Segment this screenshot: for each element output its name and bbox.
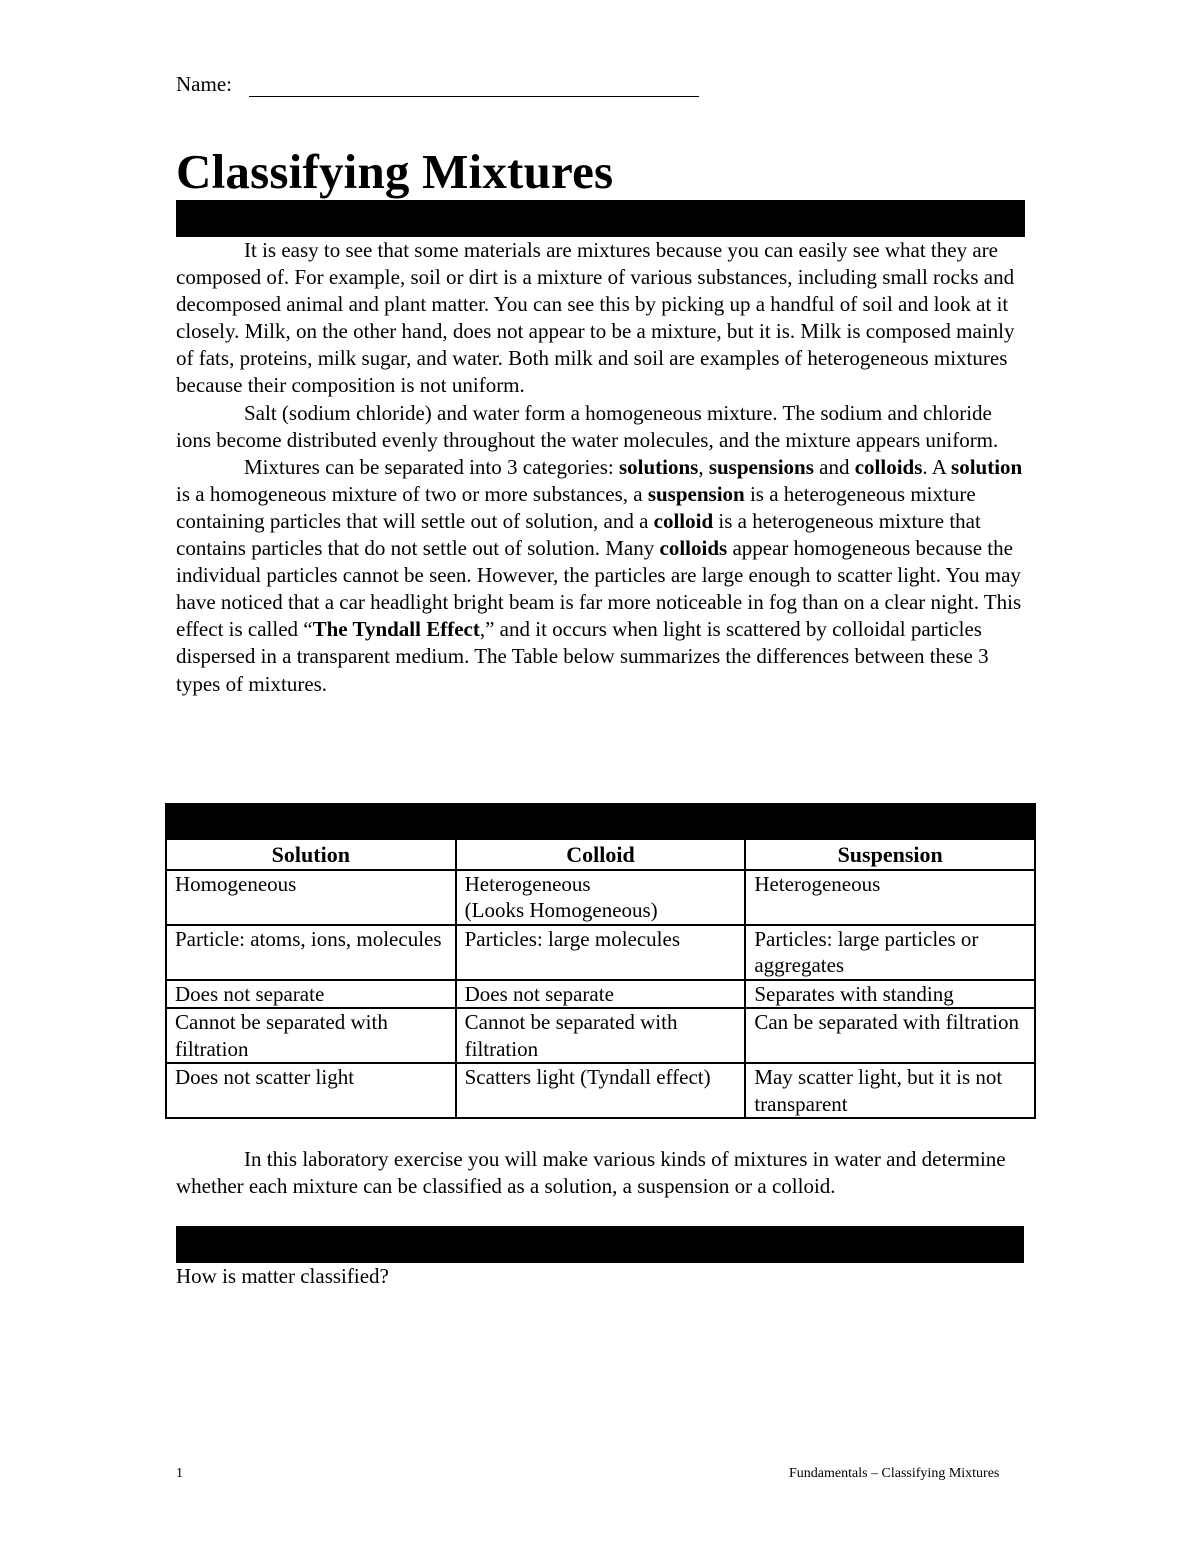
table-cell: Particles: large molecules [456, 925, 746, 980]
table-cell: Can be separated with filtration [745, 1008, 1035, 1063]
column-header: Solution [166, 839, 456, 870]
name-label: Name: [176, 72, 232, 96]
column-header: Colloid [456, 839, 746, 870]
table-cell: Scatters light (Tyndall effect) [456, 1063, 746, 1118]
text-run: appear homogeneous because the individual particles cannot be seen. However, the particles are large enough to scatter light. You may have noticed that a car headlight bright beam is far more noticeable in fog than on a clear night. This effect is called “ [176, 536, 1022, 642]
text-run: , [698, 454, 709, 479]
table-cell: Does not separate [456, 980, 746, 1009]
column-header: Suspension [745, 839, 1035, 870]
intro-text [176, 237, 1026, 698]
table-cell: May scatter light, but it is not transparent [745, 1063, 1035, 1118]
text-run: and [813, 454, 855, 479]
text-run: is a heterogeneous mixture containing particles that will settle out of solution, and a [176, 481, 976, 533]
table-cell: Cannot be separated with filtration [166, 1008, 456, 1063]
table-cell: Does not scatter light [166, 1063, 456, 1118]
table-cell: Heterogeneous [745, 870, 1035, 925]
table-cell: Heterogeneous (Looks Homogeneous) [456, 870, 746, 925]
table-cell: Homogeneous [166, 870, 456, 925]
table-row [166, 980, 1035, 1009]
table-title-bar [165, 803, 1036, 839]
term-solutions: solutions [618, 454, 699, 479]
term-suspensions: suspensions [708, 454, 814, 479]
page-number: 1 [176, 1466, 183, 1481]
intro-paragraph-2: Salt (sodium chloride) and water form a homogeneous mixture. The sodium and chloride ions become distributed evenly throughout the water molecules, and the mixture appears uniform. [176, 400, 999, 452]
table-row [166, 925, 1035, 980]
footer-title: Fundamentals – Classifying Mixtures [789, 1466, 1000, 1481]
table-row [166, 1063, 1035, 1118]
question-header-bar [176, 1226, 1024, 1263]
text-run: is a heterogeneous mixture that contains particles that do not settle out of solution. Many [176, 508, 981, 561]
term-colloids: colloids [659, 536, 728, 561]
table-cell: Cannot be separated with filtration [456, 1008, 746, 1063]
text-run: is a homogeneous mixture of two or more substances, a [176, 481, 648, 506]
text-run: . A [922, 454, 952, 479]
name-field [176, 72, 232, 97]
intro-paragraph-1: It is easy to see that some materials are mixtures because you can easily see what they are composed of. For example, soil or dirt is a mixture of various substances, including small rocks and decomposed animal and plant matter. You can see this by picking up a handful of soil and look at it closely. Milk, on the other hand, does not appear to be a mixture, but it is. Milk is composed mainly of fats, proteins, milk sugar, and water. Both milk and soil are examples of heterogeneous mixtures because their composition is not uniform. [176, 238, 1015, 398]
table-row [166, 870, 1035, 925]
term-suspension: suspension [647, 481, 745, 506]
lab-description-paragraph: In this laboratory exercise you will make various kinds of mixtures in water and determine whether each mixture can be classified as a solution, a suspension or a colloid. [176, 1147, 1006, 1199]
text-run: ,” and it occurs when light is scattered by colloidal particles dispersed in a transparent medium. The Table below summarizes the differences between these 3 types of mixtures. [176, 617, 989, 696]
name-underline[interactable] [249, 96, 699, 97]
term-solution: solution [951, 454, 1023, 479]
table-cell: Particles: large particles or aggregates [745, 925, 1035, 980]
text-run: Mixtures can be separated into 3 categories: [244, 454, 619, 479]
term-tyndall-effect: The Tyndall Effect [312, 617, 480, 642]
mixture-comparison-table [165, 838, 1036, 1119]
page-title: Classifying Mixtures [176, 144, 614, 199]
guiding-question: How is matter classified? [176, 1264, 389, 1288]
table-cell: Particle: atoms, ions, molecules [166, 925, 456, 980]
intro-paragraph-3 [176, 454, 1026, 698]
table-cell: Does not separate [166, 980, 456, 1009]
lab-description [176, 1146, 1026, 1200]
table-cell: Separates with standing [745, 980, 1035, 1009]
table-header-row [166, 839, 1035, 870]
table-row [166, 1008, 1035, 1063]
section-header-bar [176, 200, 1025, 237]
term-colloids: colloids [854, 454, 923, 479]
term-colloid: colloid [653, 508, 714, 533]
